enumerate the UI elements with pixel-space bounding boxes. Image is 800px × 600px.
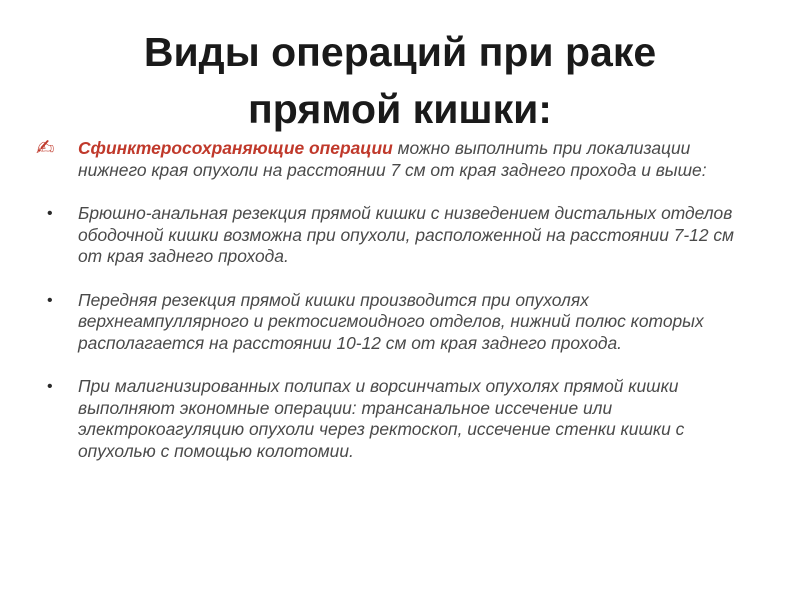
highlight-term: Сфинктеросохраняющие операции <box>78 138 393 158</box>
bullet-icon: • <box>47 291 53 309</box>
slide-title <box>0 24 800 138</box>
list-item-text: можно выполнить при локализации нижнего края опухоли на расстоянии 7 см от края заднего прохода и выше: <box>78 138 707 180</box>
list-item-text: Брюшно-анальная резекция прямой кишки с низведением дистальных отделов ободочной кишки возможна при опухоли, расположенной на расстоянии 7-12 см от края заднего прохода. <box>78 203 734 266</box>
list-item <box>47 376 758 462</box>
list-item <box>47 289 758 355</box>
slide-title-line-2: прямой кишки: <box>248 86 552 132</box>
check-icon: ✍ <box>36 135 55 160</box>
bullet-icon: • <box>47 378 53 395</box>
slide-title-line-1: Виды операций при раке <box>143 29 657 75</box>
list-item-text: При малигнизированных полипах и ворсинчатых опухолях прямой кишки выполняют экономные операции: трансанальное иссечение или электрокоагуляцию опухоли через ректоскоп, иссечение стенки кишки с опухолью с помощью колотомии. <box>78 376 685 461</box>
list-item-sphincter-preserving <box>36 135 758 181</box>
bullet-icon: • <box>47 205 53 222</box>
slide-content <box>36 135 758 484</box>
list-item <box>47 203 758 268</box>
list-item-text: Передняя резекция прямой кишки производится при опухолях верхнеампуллярного и ректосигмоидного отделов, нижний полюс которых располагается на расстоянии 10-12 см от края заднего прохода. <box>78 289 704 353</box>
